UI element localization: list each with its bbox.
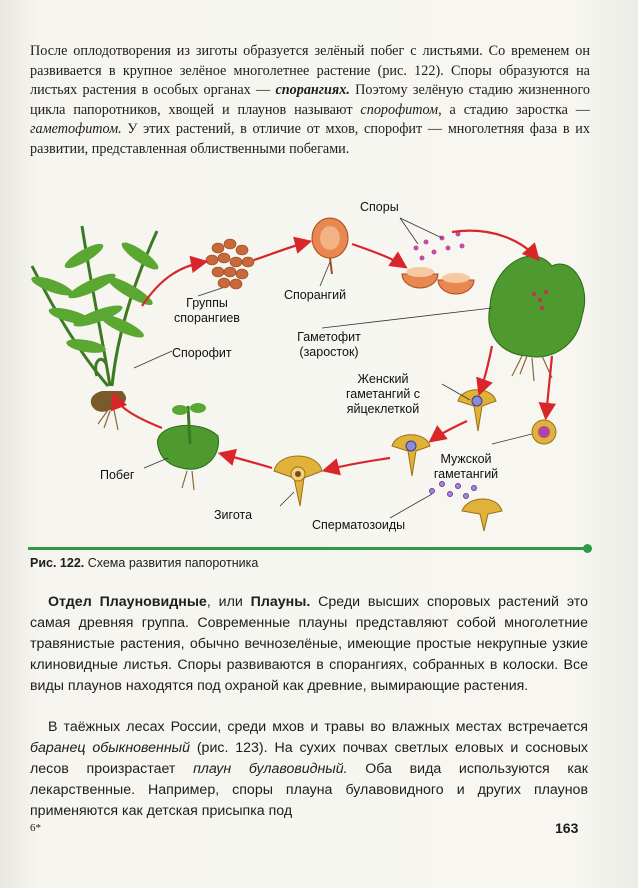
taiga-text-1: В таёжных лесах России, среди мхов и травы во влажных местах встречается: [48, 719, 588, 735]
section-heading-joiner: , или: [206, 594, 251, 610]
spores-image: [414, 232, 465, 261]
intro-paragraph: [30, 42, 590, 159]
label-muzhskoy-gametangiy: Мужской гаметангий: [433, 452, 499, 481]
opened-sporangia-image: [402, 267, 474, 294]
arrow-to-spores: [352, 244, 404, 266]
signature-mark: 6*: [30, 822, 41, 834]
arrow-to-shoot: [222, 454, 272, 468]
term-baranets: баранец обыкновенный: [30, 740, 190, 756]
intro-text-1: После оплодотворения из зиготы образуется зелёный побег с листьями. Со временем он развивается в крупное зелёное многолетнее растение (рис. 122). Споры образуются на листьях растения в особых органах —: [30, 43, 590, 98]
label-zigota: Зигота: [214, 508, 253, 522]
taiga-text-3: Оба вида используются как лекарственные. Например, споры плауна булавовидного и других плаунов применяются как детская присыпка под: [30, 761, 588, 819]
figure-separator-line: [28, 547, 588, 550]
section-text: Среди высших споровых растений это самая древняя группа. Современные плауны представляют собой многолетние травянистые растения, обычно вечнозелёные, имеющие простые некрупные узкие клиновидные листья. Споры развиваются в спорангиях, собранных в колоски. Все виды плаунов находятся под охраной как древние, вымирающие растения.: [30, 594, 588, 694]
life-cycle-diagram: [22, 196, 592, 546]
young-shoot-image: [157, 403, 218, 490]
section-heading: Отдел Плауновидные: [48, 594, 207, 610]
fern-sporophyte-image: [29, 226, 161, 430]
caption-number: Рис. 122.: [30, 556, 85, 570]
arrow-to-antheridium: [546, 356, 552, 416]
figure-caption: [30, 556, 258, 570]
archegonium-image: [458, 390, 496, 431]
term-sporangii: спорангиях.: [275, 82, 350, 98]
taiga-text-2: (рис. 123). На сухих почвах светлых еловых и сосновых лесов произрастает: [30, 740, 588, 777]
section-heading-2: Плауны.: [250, 594, 311, 610]
intro-text-4: У этих растений, в отличие от мхов, спорофит — многолетняя фаза в их развитии, представленная облиственными побегами.: [30, 121, 590, 157]
gametophyte-image: [489, 256, 585, 381]
fern-life-cycle-figure: [22, 196, 592, 546]
arrow-to-zygote: [326, 458, 390, 470]
zygote-image: [274, 456, 322, 506]
sporangia-groups-image: [206, 239, 254, 289]
taiga-paragraph: [30, 717, 588, 822]
archegonium-with-sperm-image: [392, 435, 430, 476]
arrow-to-gametophyte: [452, 231, 537, 258]
label-spermatozoidy: Сперматозоиды: [312, 518, 406, 532]
term-sporofit: спорофитом: [360, 101, 439, 118]
label-gametofit: Гаметофит (заросток): [297, 330, 361, 359]
lycopodiophyta-paragraph: [30, 592, 588, 697]
arrow-to-archegonium: [480, 346, 492, 392]
label-zhenskiy-gametangiy: Женский гаметангий с яйцеклеткой: [345, 372, 421, 416]
label-sporangiy: Спорангий: [284, 288, 347, 302]
term-gametofit: гаметофитом.: [30, 121, 122, 137]
antheridium-image: [532, 420, 556, 444]
antheridium-2-image: [462, 499, 502, 531]
intro-text-2: Поэтому зелёную стадию жизненного цикла папоротников, хвощей и плаунов называют: [30, 82, 590, 118]
term-plaun: плаун булавовидный.: [193, 761, 348, 777]
arrow-to-sporangium: [254, 242, 308, 260]
caption-text: Схема развития папоротника: [84, 556, 259, 570]
sporangium-image: [312, 218, 348, 274]
label-spory: Споры: [360, 200, 399, 214]
label-gruppy-sporangiev: Группы спорангиев: [174, 296, 240, 325]
spermatozoids-image: [430, 482, 477, 499]
label-pobeg: Побег: [100, 468, 135, 482]
separator-dot: [583, 544, 592, 553]
intro-text-3: , а стадию заростка —: [438, 101, 590, 118]
page-number: 163: [555, 820, 579, 836]
label-sporofit: Спорофит: [172, 346, 232, 360]
arrow-archegonium-down: [432, 421, 467, 440]
